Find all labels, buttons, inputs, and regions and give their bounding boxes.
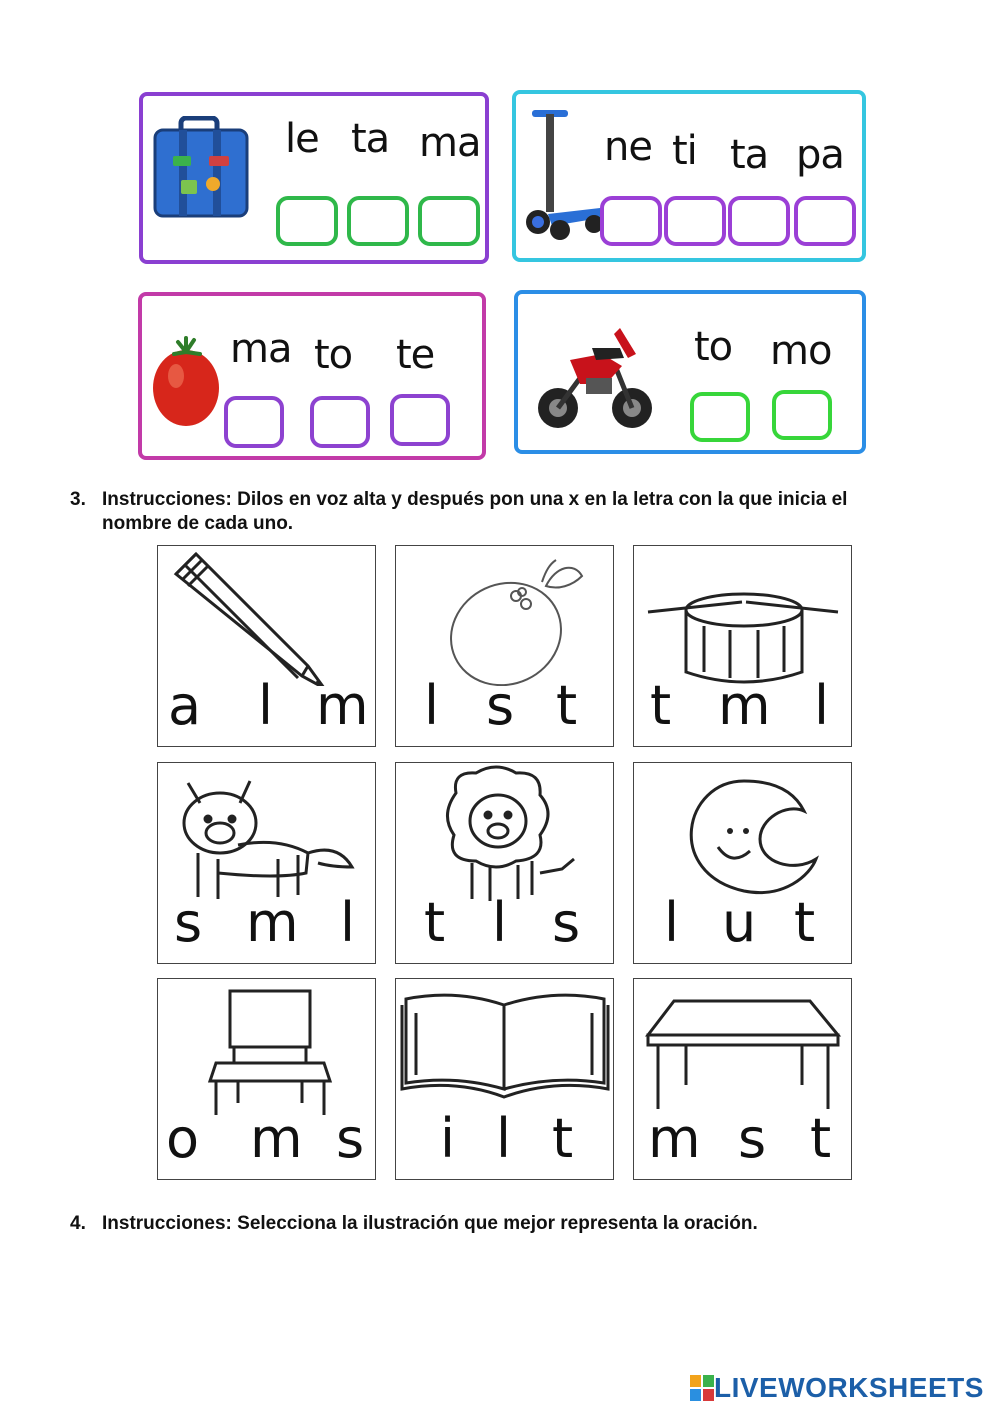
answer-box[interactable] (390, 394, 450, 446)
syllable: mo (770, 328, 832, 374)
letter-cell-drum (633, 545, 852, 747)
syllable: to (694, 324, 733, 370)
letter-option[interactable]: t (794, 891, 816, 954)
pencil-icon (158, 546, 377, 686)
syllable: te (396, 332, 435, 378)
answer-box[interactable] (224, 396, 284, 448)
letter-option[interactable]: l (424, 674, 440, 737)
answer-box[interactable] (600, 196, 662, 246)
letter-option[interactable]: t (810, 1107, 832, 1170)
letter-option[interactable]: s (738, 1107, 767, 1170)
letter-cell-lemon (395, 545, 614, 747)
letter-option[interactable]: l (814, 674, 830, 737)
letter-option[interactable]: s (486, 674, 515, 737)
letter-cell-book (395, 978, 614, 1180)
syllable-card-tomato (138, 292, 486, 460)
syllable: ma (230, 326, 292, 372)
instruction-number: 4. (70, 1213, 86, 1234)
scooter-icon (522, 104, 604, 244)
answer-box[interactable] (728, 196, 790, 246)
answer-box[interactable] (418, 196, 480, 246)
letter-cell-chair (157, 978, 376, 1180)
syllable: ne (604, 124, 652, 170)
suitcase-icon (151, 116, 251, 221)
liveworksheets-logo[interactable] (690, 1372, 984, 1404)
letter-option[interactable]: t (552, 1107, 574, 1170)
syllable-card-motorcycle (514, 290, 866, 454)
syllable-card-scooter (512, 90, 866, 262)
brand-name: LIVEWORKSHEETS (714, 1372, 984, 1403)
syllable: pa (796, 132, 844, 178)
syllable: ti (672, 128, 697, 174)
letter-option[interactable]: s (174, 891, 203, 954)
answer-box[interactable] (794, 196, 856, 246)
letter-option[interactable]: l (492, 891, 508, 954)
letter-option[interactable]: l (664, 891, 680, 954)
letter-cell-moon (633, 762, 852, 964)
letter-option[interactable]: i (440, 1107, 456, 1170)
letter-option[interactable]: a (168, 674, 202, 737)
letter-option[interactable]: s (552, 891, 581, 954)
syllable-card-suitcase (139, 92, 489, 264)
answer-box[interactable] (664, 196, 726, 246)
letter-option[interactable]: t (424, 891, 446, 954)
lion-icon (396, 763, 615, 903)
letter-option[interactable]: t (556, 674, 578, 737)
letter-cell-table (633, 978, 852, 1180)
syllable: to (314, 332, 353, 378)
drum-icon (634, 546, 853, 686)
letter-option[interactable]: m (250, 1107, 303, 1170)
letter-option[interactable]: u (722, 891, 757, 954)
syllable: le (285, 116, 319, 162)
instruction-text-line2: nombre de cada uno. (102, 513, 294, 534)
letter-option[interactable]: o (166, 1107, 200, 1170)
motorcycle-icon (536, 308, 654, 438)
answer-box[interactable] (772, 390, 832, 440)
tomato-icon (150, 336, 222, 428)
moon-icon (634, 763, 853, 903)
table-icon (634, 979, 853, 1119)
syllable: ta (351, 116, 390, 162)
instruction-number: 3. (70, 489, 86, 510)
letter-option[interactable]: m (246, 891, 299, 954)
book-icon (396, 979, 615, 1119)
letter-option[interactable]: l (496, 1107, 512, 1170)
wolf-icon (158, 763, 377, 903)
letter-option[interactable]: m (718, 674, 771, 737)
chair-icon (158, 979, 377, 1119)
instruction-text-line1: Instrucciones: Dilos en voz alta y después pon una x en la letra con la que inicia el (102, 489, 848, 510)
instruction-text: Instrucciones: Selecciona la ilustración que mejor representa la oración. (102, 1213, 758, 1234)
logo-mark-icon (690, 1375, 714, 1401)
letter-cell-wolf (157, 762, 376, 964)
letter-option[interactable]: l (258, 674, 274, 737)
answer-box[interactable] (690, 392, 750, 442)
letter-option[interactable]: m (648, 1107, 701, 1170)
answer-box[interactable] (347, 196, 409, 246)
letter-option[interactable]: s (336, 1107, 365, 1170)
syllable: ma (419, 120, 481, 166)
lemon-icon (396, 546, 615, 686)
letter-cell-pencil (157, 545, 376, 747)
answer-box[interactable] (310, 396, 370, 448)
letter-option[interactable]: l (340, 891, 356, 954)
instruction-3 (70, 488, 950, 540)
answer-box[interactable] (276, 196, 338, 246)
syllable: ta (730, 132, 769, 178)
letter-cell-lion (395, 762, 614, 964)
letter-option[interactable]: m (316, 674, 369, 737)
letter-option[interactable]: t (650, 674, 672, 737)
instruction-4 (70, 1212, 950, 1238)
